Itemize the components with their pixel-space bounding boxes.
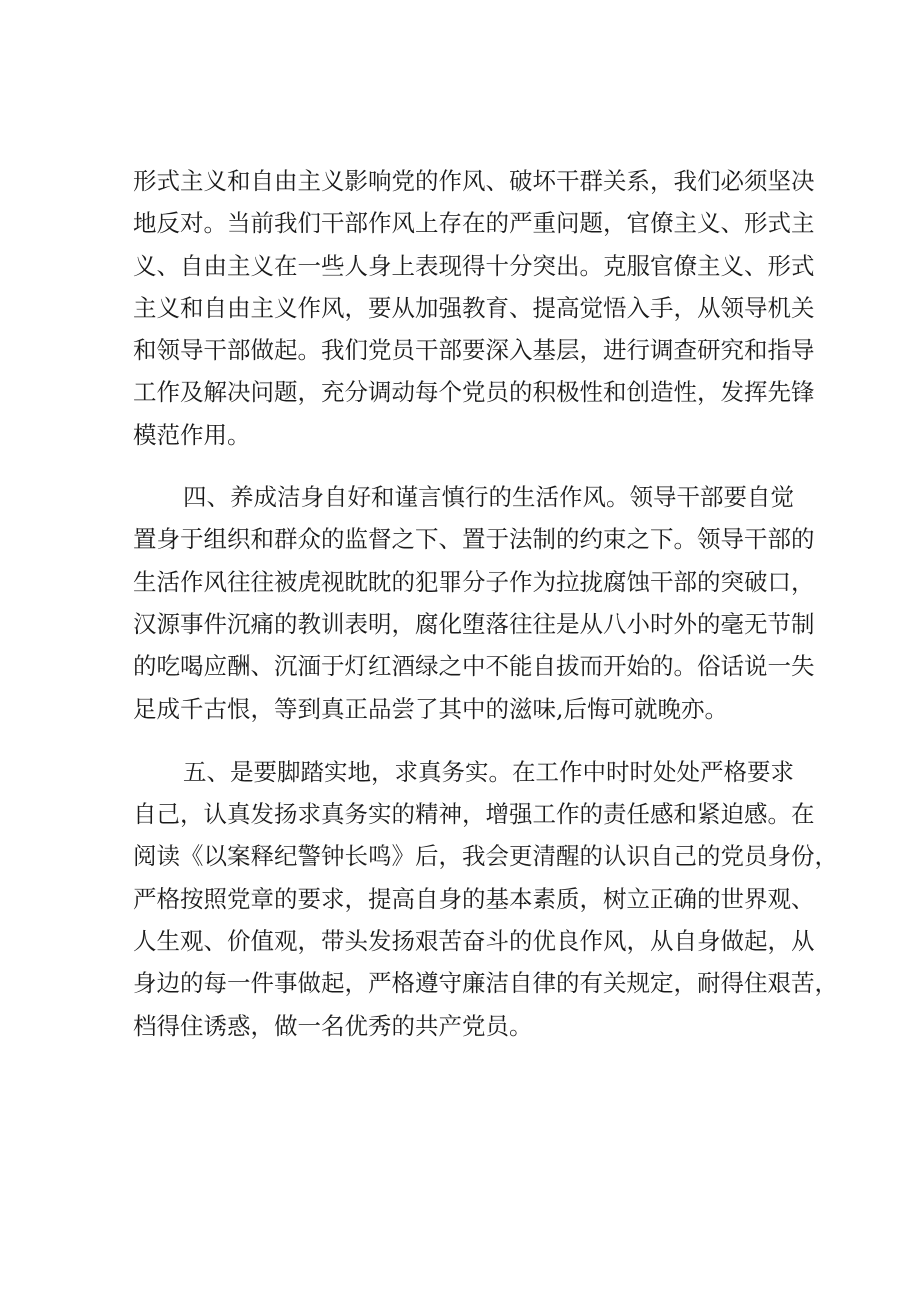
- paragraph-line: 档得住诱惑，做一名优秀的共产党员。: [133, 1011, 533, 1040]
- paragraph-line: 生活作风往往被虎视眈眈的犯罪分子作为拉拢腐蚀干部的突破口，: [133, 567, 815, 596]
- document-body: [133, 160, 838, 1047]
- paragraph-1: [133, 160, 815, 456]
- paragraph-line: 四、养成洁身自好和谨言慎行的生活作风。领导干部要自觉: [183, 483, 794, 512]
- paragraph-2: [133, 476, 815, 730]
- paragraph-line: 自己，认真发扬求真务实的精神，增强工作的责任感和紧迫感。在: [133, 800, 815, 829]
- paragraph-line: 汉源事件沉痛的教训表明，腐化堕落往往是从八小时外的毫无节制: [133, 609, 815, 638]
- paragraph-line: 工作及解决问题，充分调动每个党员的积极性和创造性，发挥先锋: [133, 378, 815, 407]
- paragraph-line: 主义和自由主义作风，要从加强教育、提高觉悟入手，从领导机关: [133, 293, 815, 322]
- paragraph-line: 人生观、价值观，带头发扬艰苦奋斗的优良作风，从自身做起，从: [133, 927, 815, 956]
- paragraph-line: 和领导干部做起。我们党员干部要深入基层，进行调查研究和指导: [133, 336, 815, 365]
- paragraph-line: 严格按照党章的要求，提高自身的基本素质，树立正确的世界观、: [133, 884, 815, 913]
- paragraph-line: 的吃喝应酬、沉湎于灯红酒绿之中不能自拔而开始的。俗话说一失: [133, 652, 815, 681]
- paragraph-line: 阅读《以案释纪警钟长鸣》后，我会更清醒的认识自己的党员身份，: [133, 842, 838, 871]
- paragraph-line: 模范作用。: [133, 420, 251, 449]
- paragraph-line: 形式主义和自由主义影响党的作风、破坏干群关系，我们必须坚决: [133, 167, 815, 195]
- paragraph-3: [133, 751, 838, 1047]
- paragraph-line: 五、是要脚踏实地，求真务实。在工作中时时处处严格要求: [183, 757, 794, 786]
- paragraph-line: 身边的每一件事做起，严格遵守廉洁自律的有关规定，耐得住艰苦，: [133, 969, 838, 998]
- paragraph-line: 足成千古恨，等到真正品尝了其中的滋味,后悔可就晚亦。: [133, 694, 728, 723]
- paragraph-line: 义、自由主义在一些人身上表现得十分突出。克服官僚主义、形式: [133, 251, 815, 280]
- paragraph-line: 置身于组织和群众的监督之下、置于法制的约束之下。领导干部的: [133, 525, 815, 554]
- paragraph-line: 地反对。当前我们干部作风上存在的严重问题，官僚主义、形式主: [133, 209, 815, 238]
